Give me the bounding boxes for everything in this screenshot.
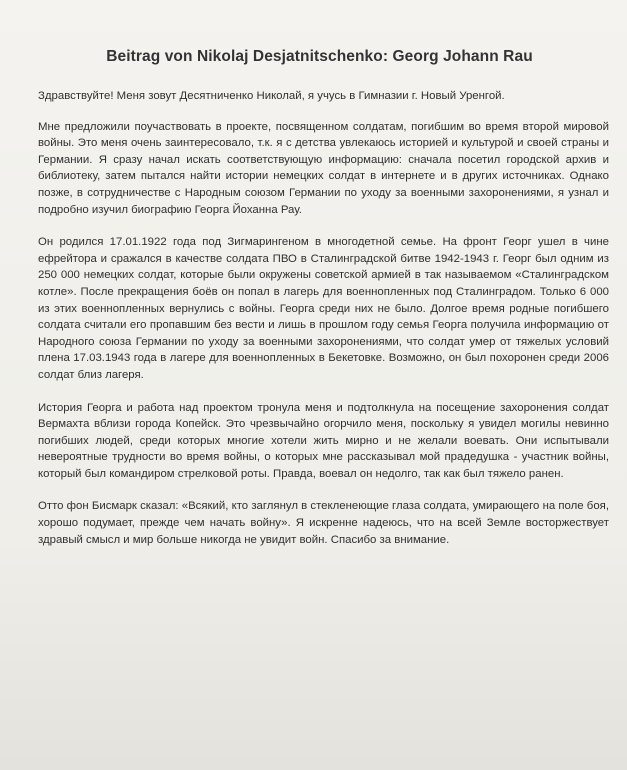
- paragraph-quote: Отто фон Бисмарк сказал: «Всякий, кто заглянул в стекленеющие глаза солдата, умирающего на поле боя, хорошо подумает, прежде чем начать войну». Я искренне надеюсь, что на всей Земле восторжествует здравый смысл и мир больше никогда не увидит войн. Спасибо за внимание.: [38, 500, 609, 546]
- paragraph-greeting: Здравствуйте! Меня зовут Десятниченко Николай, я учусь в Гимназии г. Новый Уренгой.: [38, 90, 505, 102]
- paragraph-biography: Он родился 17.01.1922 года под Зигмарингеном в многодетной семье. На фронт Георг ушел в чине ефрейтора и сражался в качестве солдата ПВО в Сталинградской битве 1942-1943 г. Георг был одним из 250 000 немецких солдат, которые были окружены советской армией в так называемом «Сталинградском котле». После прекращения боёв он попал в лагерь для военнопленных под Сталинградом. Только 6 000 из этих военнопленных вернулись с войны. Георга среди них не было. Долгое время родные погибшего солдата считали его пропавшим без вести и лишь в прошлом году семья Георга получила информацию от Народного союза Германии по уходу за военными захоронениями, что солдат умер от тяжелых условий плена 17.03.1943 года в лагере для военнопленных в Бекетовке. Возможно, он был похоронен среди 2006 солдат близ лагеря.: [38, 236, 609, 381]
- paragraph-visit: История Георга и работа над проектом тронула меня и подтолкнула на посещение захоронения солдат Вермахта вблизи города Копейск. Это чрезвычайно огорчило меня, поскольку я увидел могилы невинно погибших людей, среди которых многие хотели жить мирно и не желали воевать. Они испытывали невероятные трудности во время войны, о которых мне рассказывал мой прадедушка - участник войны, который был командиром стрелковой роты. Правда, воевал он недолго, так как был тяжело ранен.: [38, 401, 609, 480]
- paragraph-project: Мне предложили поучаствовать в проекте, посвященном солдатам, погибшим во время второй мировой войны. Это меня очень заинтересовало, т.к. я с детства увлекаюсь историей и культурой и своей страны и Германии. Я сразу начал искать соответствующую информацию: сначала посетил городской архив и библиотеку, затем пытался найти истории немецких солдат в интернете и в других источниках. Однако позже, в сотрудничестве с Народным союзом Германии по уходу за военными захоронениями, я узнал и подробно изучил биографию Георга Йоханна Рау.: [38, 120, 609, 216]
- document-title: Beitrag von Nikolaj Desjatnitschenko: Georg Johann Rau: [106, 48, 533, 65]
